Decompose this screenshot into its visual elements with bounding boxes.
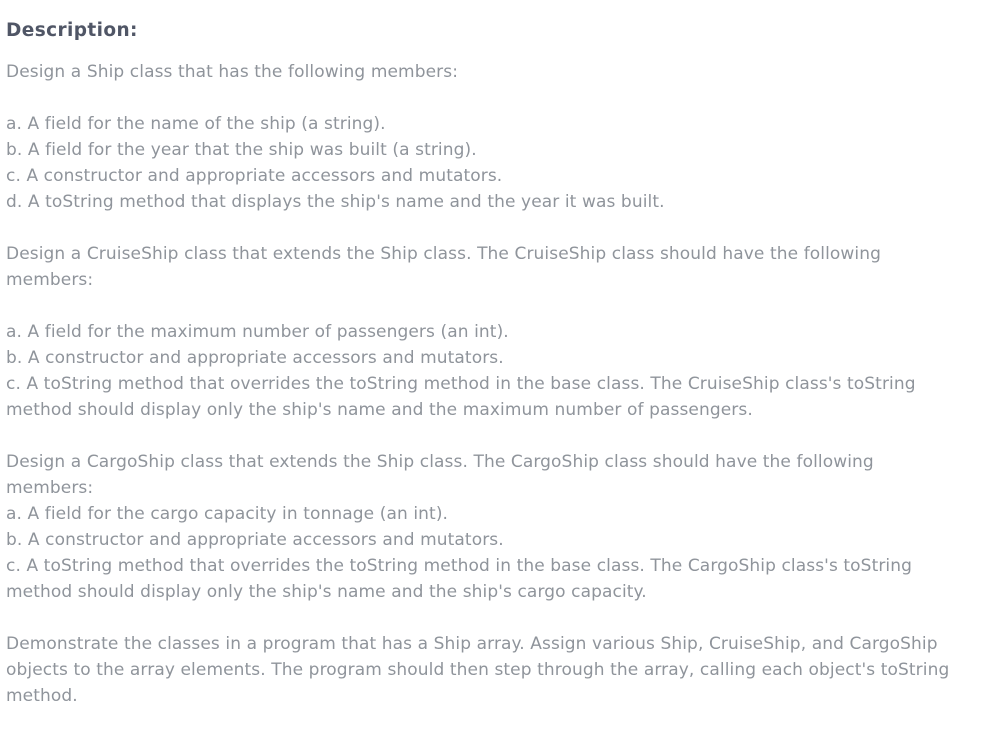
paragraph-gap <box>6 215 1006 241</box>
description-line: members: <box>6 478 94 498</box>
paragraph-gap <box>6 423 1006 449</box>
description-line: Demonstrate the classes in a program that has a Ship array. Assign various Ship, CruiseShip, and CargoShip <box>6 634 938 654</box>
paragraph-gap <box>6 605 1006 631</box>
description-paragraph <box>6 319 1006 423</box>
description-line: b. A constructor and appropriate accessors and mutators. <box>6 348 504 368</box>
description-line: method should display only the ship's name and the ship's cargo capacity. <box>6 582 647 602</box>
description-line: a. A field for the name of the ship (a string). <box>6 114 386 134</box>
description-paragraph <box>6 59 1006 85</box>
description-line: a. A field for the cargo capacity in tonnage (an int). <box>6 504 449 524</box>
description-line: Design a Ship class that has the following members: <box>6 62 459 82</box>
paragraph-gap <box>6 85 1006 111</box>
description-line: b. A constructor and appropriate accessors and mutators. <box>6 530 504 550</box>
paragraph-gap <box>6 293 1006 319</box>
description-line: d. A toString method that displays the ship's name and the year it was built. <box>6 192 665 212</box>
description-body <box>6 59 1006 709</box>
description-paragraph <box>6 449 1006 605</box>
description-heading: Description: <box>6 20 138 41</box>
description-line: a. A field for the maximum number of passengers (an int). <box>6 322 509 342</box>
description-line: members: <box>6 270 94 290</box>
description-paragraph <box>6 111 1006 215</box>
description-line: Design a CruiseShip class that extends the Ship class. The CruiseShip class should have the following <box>6 244 882 264</box>
description-paragraph <box>6 241 1006 293</box>
description-line: b. A field for the year that the ship was built (a string). <box>6 140 477 160</box>
description-line: objects to the array elements. The program should then step through the array, calling each object's toString <box>6 660 950 680</box>
description-line: method should display only the ship's name and the maximum number of passengers. <box>6 400 753 420</box>
description-line: c. A toString method that overrides the toString method in the base class. The CargoShip class's toString <box>6 556 913 576</box>
description-line: c. A constructor and appropriate accessors and mutators. <box>6 166 503 186</box>
description-paragraph <box>6 631 1006 709</box>
description-line: c. A toString method that overrides the toString method in the base class. The CruiseShip class's toString <box>6 374 916 394</box>
description-line: Design a CargoShip class that extends the Ship class. The CargoShip class should have the following <box>6 452 874 472</box>
description-line: method. <box>6 686 78 706</box>
